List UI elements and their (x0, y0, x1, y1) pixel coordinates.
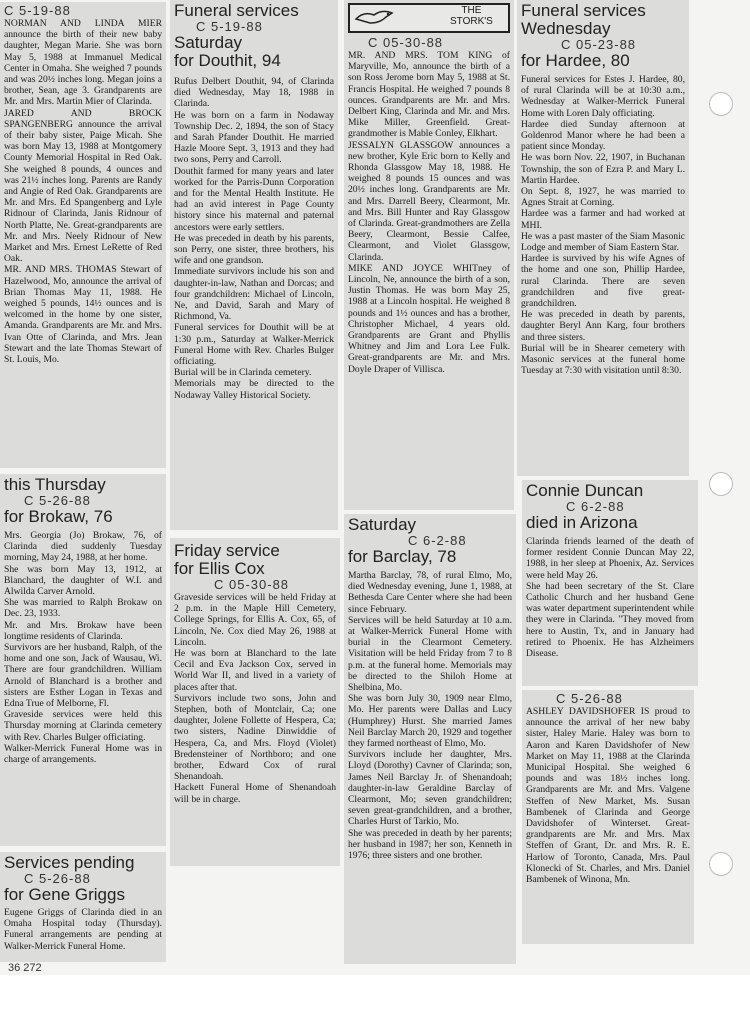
clipping-text: Funeral services for Estes J. Hardee, 80, of rural Clarinda will be at 10:30 a.m., Wednesday at Walker-Merrick Funeral Home with Loren Daly officiating. Hardee died Sunday afternoon at Goldenrod Manor where he had been a patient since Monday. He was born Nov. 22, 1907, in Buchanan Township, the son of Ezra P. and Mary L. Martin Hardee. On Sept. 8, 1927, he was married to Agnes Strait at Corning. Hardee was a farmer and had worked at MHI. He was a past master of the Siam Masonic Lodge and member of Siam Eastern Star. Hardee is survived by his wife Agnes of the home and one son, Phillip Hardee, rural Clarinda. There are seven grandchildren and five great-grandchildren. He was preceded in death by parents, daughter Beryl Ann Karg, four brothers and three sisters. Burial will be in Shearer cemetery with Masonic services at the funeral home Tuesday at 7:30 with visitation until 8:30. (521, 74, 685, 377)
clipping-barclay-obituary (344, 514, 516, 964)
clipping-births-mier (0, 2, 166, 468)
headline: Funeral services (174, 1, 299, 20)
clipping-duncan-obituary (522, 480, 698, 686)
clipping-griggs-notice (0, 852, 166, 962)
clipping-brokaw-obituary (0, 474, 166, 846)
binder-hole (709, 852, 733, 876)
clipping-text: ASHLEY DAVIDSHOFER IS proud to announce the arrival of her new baby sister, Haley Marie. Haley was born to Aaron and Karen Davidshofer of New Market on May 11, 1988 at the Clarinda Municipal Hospital. She weighed 6 pounds and was 18½ inches long. Grandparents are Mr. and Mrs. Valgene Steffen of New Market, Ms. Susan Bambenek of Clarinda and George Davidshofer of Winterset. Great-grandparents are Mr. and Mrs. Max Steffen of Grant, Dr. and Mrs. R. E. Harlow of Toronto, Canada, Mrs. Paul Klonecki of St. Charles, and Mrs. Daniel Bambenek of Winona, Mn. (526, 706, 690, 886)
clipping-births-davidshofer (522, 690, 694, 944)
clipping-text: Graveside services will be held Friday at 2 p.m. in the Maple Hill Cemetery, College Springs, for Ellis A. Cox, 65, of Lincoln, Ne. Cox died May 26, 1988 at Lincoln. He was born at Blanchard to the late Cecil and Eva Jackson Cox, served in World War II, and lived in a variety of places after that. Survivors include two sons, John and Stephen, both of Montclair, Ca; one daughter, Jolene Follette of Hespera, Ca; two sisters, Nadine Dinwiddie of Hespera, Ca, and Mrs. Floyd (Violet) Bredensteiner of Northboro; and one brother, Edward Cox of rural Shenandoah. Hackett Funeral Home of Shenandoah will be in charge. (174, 592, 336, 805)
headline: Friday service (174, 541, 280, 560)
clipping-text: Eugene Griggs of Clarinda died in an Omaha Hospital today (Thursday). Funeral arrangements are pending at Walker-Merrick Funeral Home. (4, 907, 162, 952)
headline: for Gene Griggs (4, 885, 125, 904)
headline: for Douthit, 94 (174, 51, 281, 70)
handwritten-date: C 5-26-88 (24, 871, 91, 886)
clipping-storks-corner (344, 0, 514, 510)
headline: Funeral services (521, 1, 646, 20)
headline: for Brokaw, 76 (4, 507, 113, 526)
headline: this Thursday (4, 475, 106, 494)
clipping-text: MR. AND MRS. TOM KING of Maryville, Mo, announce the birth of a son Ross Jerome born May 5, 1988 at St. Francis Hospital. He weighed 7 pounds 8 ounces. Grandparents are Mr. and Mrs. Delbert King, Clarinda and Mr. and Mrs. Mike Miller, Greenfield. Great-grandmother is Mable Conley, Elkhart. JESSALYN GLASSGOW announces a new brother, Kyle Eric born to Kelly and Rhonda Glassgow May 18, 1988. He weighed 8 pounds 15 ounces and was 20½ inches long. Grandparents are Mr. and Mrs. Darrell Beery, Clearmont, Mr. and Mrs. Bill Hunter and Ray Glassgow of Clarinda. Great-grandmothers are Zella Beery, Clearmont, Bessie Calfee, Clearmont, and Violet Glassgow, Clarinda. MIKE AND JOYCE WHITney of Lincoln, Ne, announce the birth of a son, Justin Thomas. He was born May 25, 1988 at a Lincoln hospital. He weighed 8 pounds and 1½ ounces and has a brother, Christopher Michael, 4 years old. Grandparents are Grant and Phyllis Whitney and Jim and Lora Lee Fulk. Great-grandparents are Mr. and Mrs. Doyle Draper of Villisca. (348, 50, 510, 375)
headline: Saturday (348, 515, 417, 534)
headline: for Barclay, 78 (348, 547, 457, 566)
storks-corner-logo (348, 3, 510, 33)
headline: died in Arizona (526, 513, 638, 532)
clipping-cox-obituary (170, 538, 340, 866)
clipping-text: Rufus Delbert Douthit, 94, of Clarinda died Wednesday, May 18, 1988 in Clarinda. He was born on a farm in Nodaway Township Dec. 2, 1894, the son of Stacy and Sarah Pfander Douthit. He married Hazle Moore Sept. 3, 1913 and they had two sons, Perry and Carroll. Douthit farmed for many years and later worked for the Parris-Dunn Corporation and for the Mental Health Institute. He had an avid interest in Page County history since his maternal and paternal ancestors were early settlers. He was preceded in death by his parents, son Perry, one sister, three brothers, his wife and one grandson. Immediate survivors include his son and daughter-in-law, Nathan and Dorcas; and four grandchildren: Michael of Lincoln, Ne, and David, Sarah and Mary of Richmond, Va. Funeral services for Douthit will be at 1:30 p.m., Saturday at Walker-Merrick Funeral Home with Rev. Charles Bulger officiating. Burial will be in Clarinda cemetery. Memorials may be directed to the Nodaway Valley Historical Society. (174, 76, 334, 401)
handwritten-date: C 5-26-88 (24, 493, 91, 508)
handwritten-date: C 05-23-88 (561, 37, 637, 52)
headline: Connie Duncan (526, 481, 644, 500)
headline: Services pending (4, 853, 135, 872)
handwritten-date: C 6-2-88 (566, 499, 625, 514)
stork-icon (354, 7, 396, 29)
page-stamp: 36 272 (8, 962, 42, 974)
headline: Wednesday (521, 19, 611, 38)
binder-hole (709, 92, 733, 116)
logo-line: STORK'S (450, 16, 493, 27)
clipping-text: NORMAN AND LINDA MIER announce the birth of their new baby daughter, Megan Marie. She was born May 5, 1988 at Immanuel Medical Center in Omaha. She weighed 7 pounds and was 20½ inches long. Megan joins a brother, Sean, age 3. Grandparents are Mr. and Mrs. Martin Mier of Clarinda. JARED AND BROCK SPANGENBERG announce the arrival of their baby sister, Paige Micah. She was born May 13, 1988 at Montgomery County Memorial Hospital in Red Oak. She weighed 8 pounds, 4 ounces and was 21½ inches long. Parents are Randy and Angie of Red Oak. Grandparents are Mr. and Mrs. Ed Spangenberg and Lyle Ridnour of Clarinda, Janis Ridnour of North Platte, Ne. Great-grandparents are Mr. and Mrs. Neely Ridnour of New Market and Mrs. Ernest LeRette of Red Oak. MR. AND MRS. THOMAS Stewart of Hazelwood, Mo, announce the arrival of Brian Thomas May 11, 1988. He weighed 5 pounds, 14½ ounces and is welcomed in the home by one sister, Amanda. Grandparents are Mr. and Mrs. Ivan Otte of Clarinda, and Mrs. Jean Stewart and the late Thomas Stewart of St. Louis, Mo. (4, 18, 162, 366)
clipping-hardee-obituary (517, 0, 689, 476)
handwritten-date: C 05-30-88 (368, 35, 444, 50)
handwritten-date: C 6-2-88 (408, 533, 467, 548)
clipping-text: Martha Barclay, 78, of rural Elmo, Mo, died Wednesday evening, June 1, 1988, at Bethesda Care Center where she had been since February. Services will be held Saturday at 10 a.m. at Walker-Merrick Funeral Home with burial in the Clearmont Cemetery. Visitation will be held Friday from 7 to 8 p.m. at the funeral home. Memorials may be directed to the Shiloh Home at Shelbina, Mo. She was born July 30, 1909 near Elmo, Mo. Her parents were Dallas and Lucy (Humphrey) Hurst. She married James Neil Barclay March 20, 1929 and together they farmed northeast of Elmo, Mo. Survivors include her daughter, Mrs. Lloyd (Dorothy) Cavner of Clarinda; son, James Neil Barclay Jr. of Shenandoah; daughter-in-law Geraldine Barclay of Clearmont, Mo; seven grandchildren; seven great-grandchildren, and a brother, Charles Hurst of Tarkio, Mo. She was preceded in death by her parents; her husband in 1987; her son, Kenneth in 1976; three sisters and one brother. (348, 570, 512, 862)
logo-line: THE (461, 5, 482, 16)
handwritten-date: C 5-19-88 (4, 3, 71, 18)
headline: for Hardee, 80 (521, 51, 630, 70)
clipping-douthit-obituary (170, 0, 338, 530)
clipping-text: Clarinda friends learned of the death of former resident Connie Duncan May 22, 1988, in her sleep at Phoenix, Az. Services were held May 26. She had been secretary of the St. Clare Catholic Church and her husband Gene was water department superintendent while they were in Clarinda. "They moved from here to Austin, Tx, and in January had retired to Phoenix. He has Alzheimers Disease. (526, 536, 694, 660)
headline: for Ellis Cox (174, 559, 265, 578)
handwritten-date: C 05-30-88 (214, 577, 290, 592)
binder-hole (709, 472, 733, 496)
handwritten-date: C 5-19-88 (196, 19, 263, 34)
clipping-text: Mrs. Georgia (Jo) Brokaw, 76, of Clarinda died suddenly Tuesday morning, May 24, 1988, at her home. She was born May 13, 1912, at Blanchard, the daughter of W.I. and Alwilda Carver Arnold. She was married to Ralph Brokaw on Dec. 23, 1933. Mr. and Mrs. Brokaw have been longtime residents of Clarinda. Survivors are her husband, Ralph, of the home and one son, Jack of Wausau, Wi. There are four grandchildren. William Arnold of Blanchard is a brother and sisters are Esther Logan in Texas and Edna True of Melborne, Fl. Graveside services were held this Thursday morning at Clarinda cemetery with Rev. Charles Bulger officiating. Walker-Merrick Funeral Home was in charge of arrangements. (4, 530, 162, 766)
headline: Saturday (174, 33, 243, 52)
handwritten-date: C 5-26-88 (556, 691, 623, 706)
